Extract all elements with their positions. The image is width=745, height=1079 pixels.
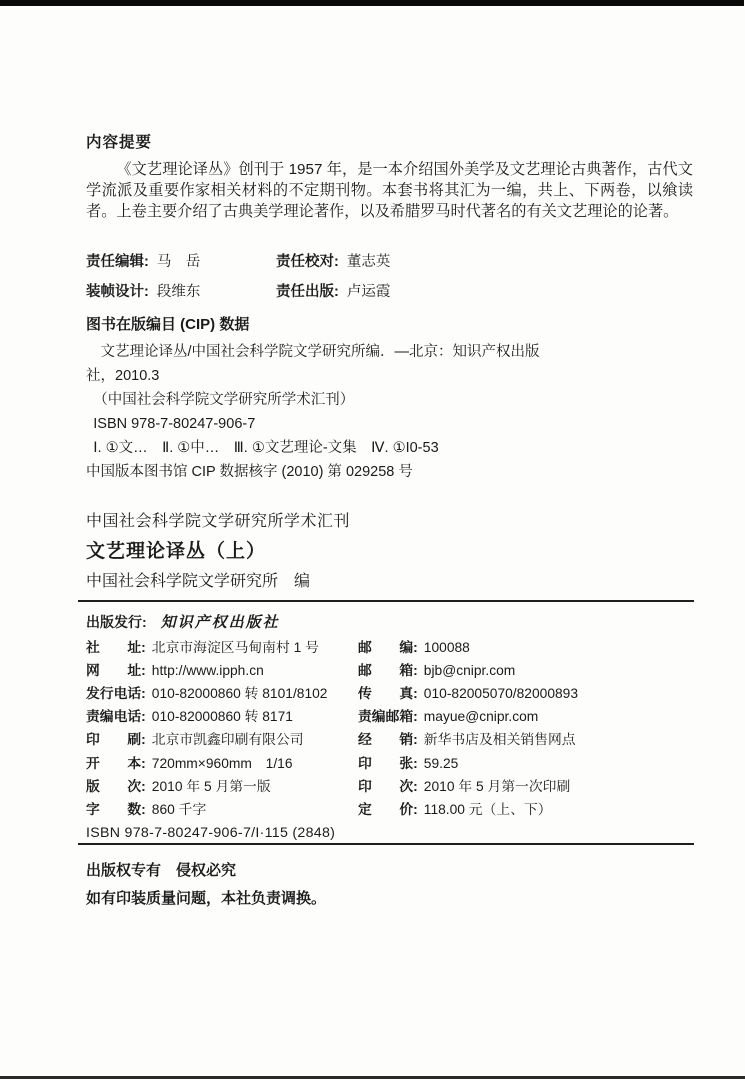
table-row (86, 680, 693, 703)
staff-label: 装帧设计: (86, 284, 149, 300)
staff-value: 段维东 (156, 284, 201, 300)
field-label: 责编电话: (86, 709, 146, 725)
cip-record-number: 中国版本图书馆 CIP 数据核字 (2010) 第 029258 号 (86, 464, 413, 480)
publisher-label: 出版发行: (86, 614, 147, 630)
field-label: 印 张: (358, 755, 418, 771)
editor-email-cell (358, 705, 693, 725)
field-label: 定 价: (358, 801, 418, 817)
field-value: 北京市凯鑫印刷有限公司 (151, 732, 304, 748)
distributor-cell (358, 728, 693, 748)
field-value: 新华书店及相关销售网点 (423, 732, 576, 748)
table-row (86, 796, 693, 819)
table-row (86, 657, 693, 680)
staff-value: 马 岳 (156, 254, 201, 270)
editor-phone-cell (86, 705, 358, 725)
field-value: 2010 年 5 月第一版 (151, 778, 271, 794)
quality-notice: 如有印装质量问题，本社负责调换。 (86, 889, 327, 907)
publisher-row (86, 611, 693, 634)
table-row (86, 750, 693, 773)
price-cell (358, 798, 693, 818)
field-label: 开 本: (86, 755, 146, 771)
summary-heading: 内容提要 (86, 134, 153, 151)
table-row (86, 727, 693, 750)
field-value: 860 千字 (151, 801, 207, 817)
staff-label: 责任出版: (276, 284, 339, 300)
cip-bibliographic-line: 文艺理论译丛/中国社会科学院文学研究所编．—北京：知识产权出版 (100, 344, 540, 360)
field-label: 邮 编: (358, 639, 418, 655)
cip-bibliographic-line-cont: 社，2010.3 (86, 368, 160, 384)
edition-cell (86, 775, 358, 795)
field-label: 发行电话: (86, 685, 146, 701)
book-title: 文艺理论译丛（上） (86, 541, 267, 562)
field-value: http://www.ipph.cn (151, 662, 264, 678)
staff-value: 卢运霞 (346, 284, 391, 300)
series-title: 中国社会科学院文学研究所学术汇刊 (86, 513, 351, 530)
staff-item-designer (86, 280, 276, 301)
summary-paragraph: 《文艺理论译丛》创刊于 1957 年，是一本介绍国外美学及文艺理论古典著作，古代文学流派及重要作家相关材料的不定期刊物。本套书将其汇为一编，共上、下两卷，以飨读者。上卷主要介绍了古典美学理论著作，以及希腊罗马时代著名的有关文艺理论的论著。 (86, 161, 693, 220)
field-value: mayue@cnipr.com (423, 709, 539, 725)
cip-data-block (86, 340, 693, 484)
staff-label: 责任编辑: (86, 254, 149, 270)
field-value: 010-82000860 转 8101/8102 (151, 685, 328, 701)
publication-info-table (86, 634, 693, 820)
website-cell (86, 659, 358, 679)
staff-credits (86, 250, 693, 301)
cip-heading: 图书在版编目 (CIP) 数据 (86, 316, 250, 333)
field-label: 责编邮箱: (358, 709, 418, 725)
sales-phone-cell (86, 682, 358, 702)
field-label: 字 数: (86, 801, 146, 817)
field-value: 010-82000860 转 8171 (151, 709, 293, 725)
field-value: bjb@cnipr.com (423, 662, 516, 678)
staff-item-proofreader (276, 250, 693, 271)
field-value: 北京市海淀区马甸南村 1 号 (151, 639, 319, 655)
field-value: 59.25 (423, 755, 459, 771)
field-label: 社 址: (86, 639, 146, 655)
divider-rule-top (78, 600, 694, 602)
staff-value: 董志英 (346, 254, 391, 270)
cip-classification: Ⅰ. ①文… Ⅱ. ①中… Ⅲ. ①文艺理论-文集 Ⅳ. ①I0-53 (93, 440, 439, 456)
field-label: 经 销: (358, 732, 418, 748)
fax-cell (358, 682, 693, 702)
staff-label: 责任校对: (276, 254, 339, 270)
table-row (86, 773, 693, 796)
field-value: 118.00 元（上、下） (423, 801, 552, 817)
field-label: 印 次: (358, 778, 418, 794)
divider-rule-bottom (78, 843, 694, 845)
field-label: 印 刷: (86, 732, 146, 748)
field-label: 邮 箱: (358, 662, 418, 678)
sheets-cell (358, 752, 693, 772)
field-label: 传 真: (358, 685, 418, 701)
staff-item-publisher (276, 280, 693, 301)
address-cell (86, 636, 358, 656)
printer-cell (86, 728, 358, 748)
page-top-border (0, 0, 744, 6)
field-value: 2010 年 5 月第一次印刷 (423, 778, 571, 794)
field-value: 100088 (423, 639, 470, 655)
field-value: 010-82005070/82000893 (423, 685, 579, 701)
wordcount-cell (86, 798, 358, 818)
format-cell (86, 752, 358, 772)
field-label: 版 次: (86, 778, 146, 794)
table-row (86, 704, 693, 727)
postcode-cell (358, 636, 693, 656)
field-value: 720mm×960mm 1/16 (151, 755, 293, 771)
field-label: 网 址: (86, 662, 146, 678)
publisher-logotype: 知识产权出版社 (160, 613, 280, 631)
copyright-notice: 出版权专有 侵权必究 (86, 861, 237, 879)
page-content (0, 130, 745, 908)
staff-item-editor (86, 250, 276, 271)
table-row (86, 634, 693, 657)
email-cell (358, 659, 693, 679)
isbn-line: ISBN 978-7-80247-906-7/I·115 (2848) (86, 824, 336, 841)
cip-isbn: ISBN 978-7-80247-906-7 (93, 416, 256, 432)
editor-line: 中国社会科学院文学研究所 编 (86, 573, 311, 590)
title-block (86, 508, 693, 591)
cip-series-note: （中国社会科学院文学研究所学术汇刊） (93, 392, 355, 408)
printing-cell (358, 775, 693, 795)
